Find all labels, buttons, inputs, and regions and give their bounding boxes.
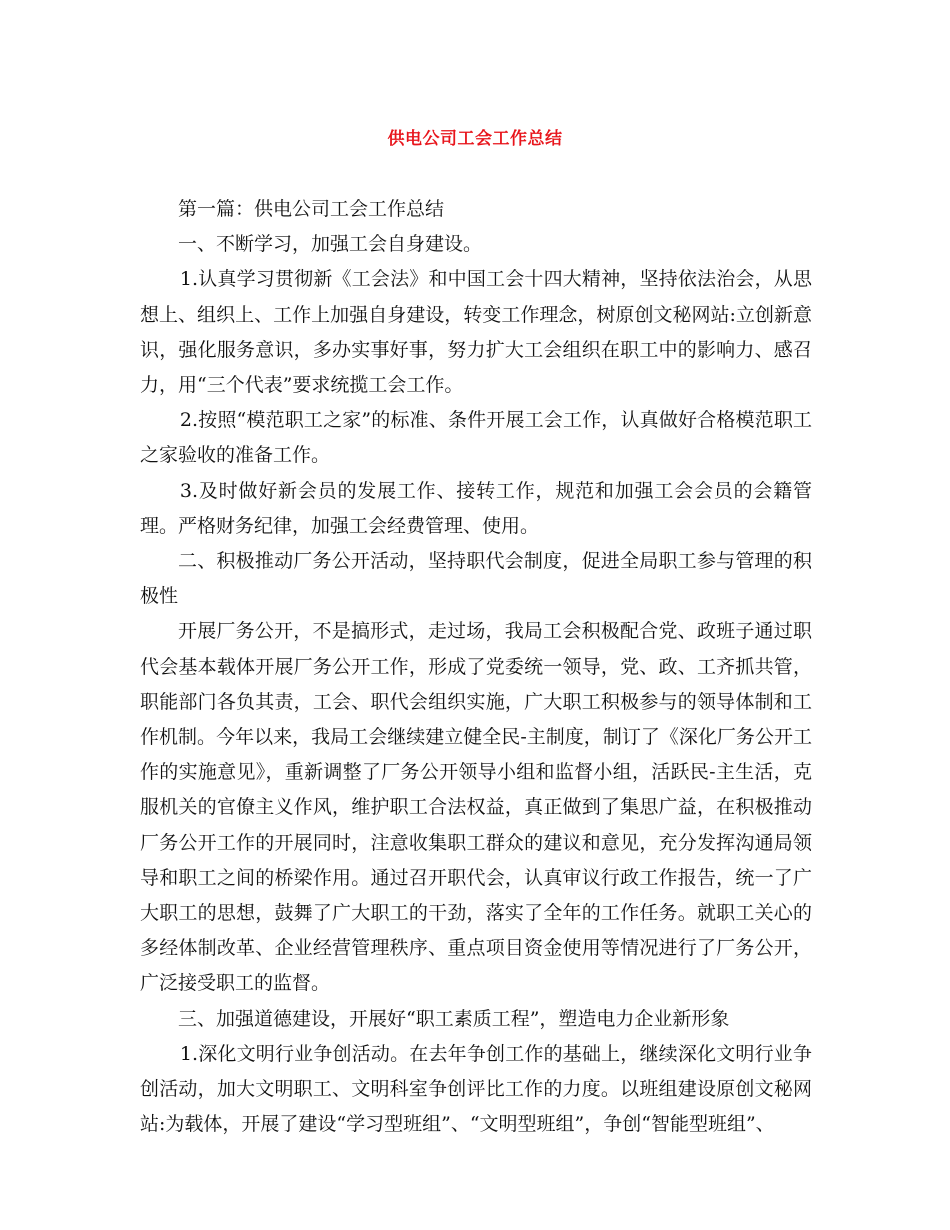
body-paragraph: 1.认真学习贯彻新《工会法》和中国工会十四大精神，坚持依法治会，从思想上、组织上、工作上加强自身建设，转变工作理念，树原创文秘网站:立创新意识，强化服务意识，多办实事好事，努力扩大工会组织在职工中的影响力、感召力，用“三个代表”要求统揽工会工作。 <box>140 268 812 397</box>
body-paragraph: 3.及时做好新会员的发展工作、接转工作，规范和加强工会会员的会籍管理。严格财务纪律，加强工会经费管理、使用。 <box>140 479 812 537</box>
section-heading: 二、积极推动厂务公开活动，坚持职代会制度，促进全局职工参与管理的积极性 <box>140 550 812 608</box>
body-paragraph: 1.深化文明行业争创活动。在去年争创工作的基础上，继续深化文明行业争创活动，加大文明职工、文明科室争创评比工作的力度。以班组建设原创文秘网站:为载体，开展了建设“学习型班组”、“文明型班组”，争创“智能型班组”、 <box>140 1042 812 1136</box>
section-heading: 一、不断学习，加强工会自身建设。 <box>178 233 483 256</box>
document-title: 供电公司工会工作总结 <box>387 129 563 149</box>
body-paragraph: 开展厂务公开，不是搞形式，走过场，我局工会积极配合党、政班子通过职代会基本载体开展厂务公开工作，形成了党委统一领导，党、政、工齐抓共管，职能部门各负其责，工会、职代会组织实施，广大职工积极参与的领导体制和工作机制。今年以来，我局工会继续建立健全民-主制度，制订了《深化厂务公开工作的实施意见》，重新调整了厂务公开领导小组和监督小组，活跃民-主生活，克服机关的官僚主义作风，维护职工合法权益，真正做到了集思广益，在积极推动厂务公开工作的开展同时，注意收集职工群众的建议和意见，充分发挥沟通局领导和职工之间的桥梁作用。通过召开职代会，认真审议行政工作报告，统一了广大职工的思想，鼓舞了广大职工的干劲，落实了全年的工作任务。就职工关心的多经体制改革、企业经营管理秩序、重点项目资金使用等情况进行了厂务公开，广泛接受职工的监督。 <box>140 620 812 995</box>
body-paragraph: 2.按照“模范职工之家”的标准、条件开展工会工作，认真做好合格模范职工之家验收的准备工作。 <box>140 409 812 467</box>
section-heading: 三、加强道德建设，开展好“职工素质工程”，塑造电力企业新形象 <box>178 1007 730 1030</box>
document-body <box>140 192 812 1142</box>
section-heading: 第一篇：供电公司工会工作总结 <box>178 198 445 220</box>
